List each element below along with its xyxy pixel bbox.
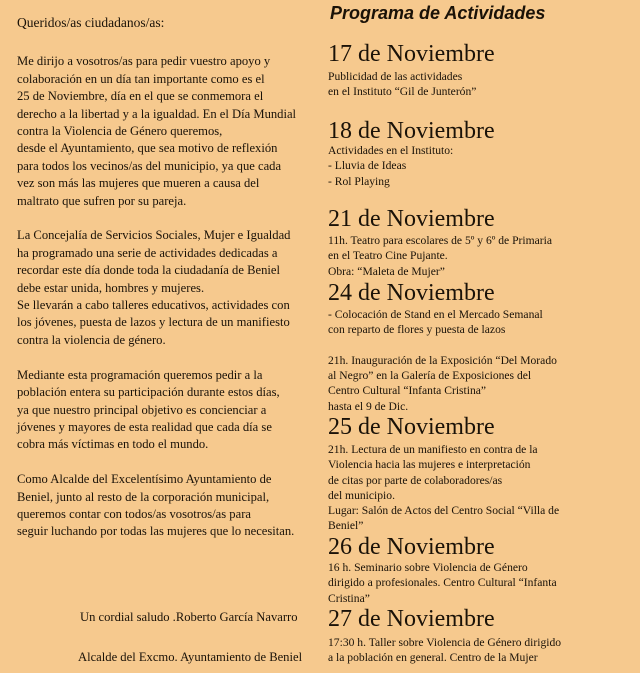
activity-line: en el Instituto “Gil de Junterón”: [328, 85, 477, 99]
day-21-activities: [328, 233, 636, 279]
activity-line: 17:30 h. Taller sobre Violencia de Género dirigido: [328, 636, 562, 649]
letter-line: población entera su participación durante estos días,: [17, 385, 280, 400]
letter-greeting: Queridos/as ciudadanos/as:: [17, 15, 165, 30]
activity-line: Publicidad de las actividades: [328, 70, 463, 83]
letter-line: contra la Violencia de Género queremos,: [17, 124, 223, 139]
letter-line: Mediante esta programación queremos pedir a la: [17, 367, 263, 382]
letter-line: queremos contar con todos/as vosotros/as para: [17, 506, 251, 521]
letter-line: Me dirijo a vosotros/as para pedir vuestro apoyo y: [17, 54, 271, 69]
letter-line: desde el Ayuntamiento, que sea motivo de reflexión: [17, 141, 278, 156]
day-17-activities: [328, 69, 636, 100]
activity-line: Violencia hacia las mujeres e interpretación: [328, 458, 531, 472]
day-26-date: 26 de Noviembre: [328, 534, 495, 560]
letter-paragraph-1: [17, 53, 322, 210]
activity-line: Obra: “Maleta de Mujer”: [328, 264, 445, 278]
activity-line: - Lluvia de Ideas: [328, 159, 407, 173]
activity-line: [328, 338, 636, 353]
letter-line: derecho a la libertad y a la igualdad. En el Día Mundial: [17, 106, 297, 121]
letter-line: los jóvenes, puesta de lazos y lectura de un manifiesto: [17, 315, 290, 330]
letter-line: seguir luchando por todas las mujeres que lo necesitan.: [17, 524, 295, 539]
activity-line: 21h. Lectura de un manifiesto en contra de la: [328, 443, 538, 456]
letter-line: jóvenes y mayores de esta realidad que cada día se: [17, 419, 272, 434]
letter-paragraph-2: [17, 227, 322, 349]
letter-line: Beniel, junto al resto de la corporación municipal,: [17, 489, 270, 504]
activity-line: Actividades en el Instituto:: [328, 144, 454, 157]
activity-line: hasta el 9 de Dic.: [328, 399, 409, 413]
day-27-activities: [328, 635, 636, 666]
letter-line: recordar este día donde toda la ciudadanía de Beniel: [17, 263, 280, 278]
day-25-date: 25 de Noviembre: [328, 414, 495, 440]
letter-line: maltrato que sufren por su pareja.: [17, 193, 187, 208]
activity-line: dirigido a profesionales. Centro Cultural “Infanta: [328, 576, 557, 590]
activity-line: al Negro” en la Galería de Exposiciones del: [328, 369, 532, 383]
day-21-date: 21 de Noviembre: [328, 206, 495, 232]
letter-paragraph-3: [17, 367, 322, 454]
activity-line: - Rol Playing: [328, 174, 390, 188]
activity-line: a la población en general. Centro de la Mujer: [328, 651, 538, 665]
activity-line: en el Teatro Cine Pujante.: [328, 249, 448, 263]
activity-line: con reparto de flores y puesta de lazos: [328, 323, 506, 337]
activity-line: Centro Cultural “Infanta Cristina”: [328, 384, 487, 398]
activity-line: Beniel”: [328, 519, 364, 533]
activity-line: 21h. Inauguración de la Exposición “Del Morado: [328, 353, 557, 367]
letter-line: ya que nuestro principal objetivo es concienciar a: [17, 402, 267, 417]
activity-line: Lugar: Salón de Actos del Centro Social “Villa de: [328, 504, 560, 518]
letter-line: cobra más víctimas en todo el mundo.: [17, 437, 209, 452]
letter-line: contra la violencia de género.: [17, 332, 166, 347]
letter-line: colaboración en un día tan importante como es el: [17, 71, 265, 86]
programa-title: Programa de Actividades: [330, 3, 546, 23]
letter-line: Se llevarán a cabo talleres educativos, actividades con: [17, 298, 290, 313]
activity-line: - Colocación de Stand en el Mercado Semanal: [328, 308, 543, 321]
day-25-activities: [328, 442, 636, 534]
letter-line: para todos los vecinos/as del municipio, ya que cada: [17, 158, 282, 173]
letter-paragraph-4: [17, 471, 322, 541]
day-17-date: 17 de Noviembre: [328, 41, 495, 67]
day-24-activities: [328, 307, 636, 414]
activity-line: 16 h. Seminario sobre Violencia de Género: [328, 561, 528, 574]
activity-line: del municipio.: [328, 488, 395, 502]
day-18-activities: [328, 143, 636, 189]
activity-line: Cristina”: [328, 591, 370, 605]
activity-line: de citas por parte de colaboradores/as: [328, 473, 503, 487]
letter-line: vez son más las mujeres que mueren a causa del: [17, 176, 260, 191]
letter: [17, 14, 322, 541]
letter-closing: Un cordial saludo .Roberto García Navarro: [80, 610, 298, 624]
day-26-activities: [328, 560, 636, 606]
letter-line: Como Alcalde del Excelentísimo Ayuntamiento de: [17, 472, 272, 487]
letter-signature: Alcalde del Excmo. Ayuntamiento de Beniel: [78, 650, 303, 664]
day-18-date: 18 de Noviembre: [328, 118, 495, 144]
day-24-date: 24 de Noviembre: [328, 280, 495, 306]
letter-line: 25 de Noviembre, día en el que se conmemora el: [17, 89, 264, 104]
day-27-date: 27 de Noviembre: [328, 606, 495, 632]
activity-line: 11h. Teatro para escolares de 5º y 6º de Primaria: [328, 234, 552, 247]
letter-line: ha programado una serie de actividades dedicadas a: [17, 245, 278, 260]
letter-line: debe estar unida, hombres y mujeres.: [17, 280, 205, 295]
letter-line: La Concejalía de Servicios Sociales, Mujer e Igualdad: [17, 228, 291, 243]
